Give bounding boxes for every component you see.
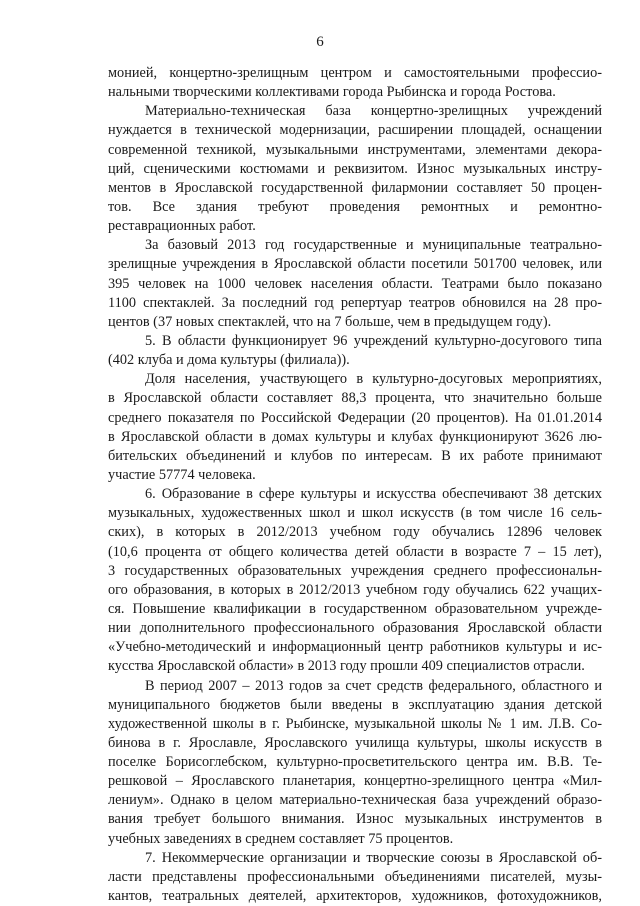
text-line: ций, сценическими костюмами и реквизитом. Износ музыкальных инстру- (108, 160, 602, 177)
text-line: художественной школы в г. Рыбинске, музыкальной школы № 1 им. Л.В. Со- (108, 715, 602, 732)
text-line: 1100 спектаклей. За последний год репертуар театров обновился на 28 про- (108, 294, 602, 311)
text-line: зрелищные учреждения в Ярославской области посетили 501700 человек, или (108, 256, 602, 273)
text-line: ого образования, в которых в 2012/2013 учебном году обучались 622 учащих- (108, 581, 602, 598)
text-line: вания требует большого внимания. Износ музыкальных инструментов в (108, 811, 602, 828)
text-line: (402 клуба и дома культуры (филиала)). (108, 352, 350, 369)
text-line: В период 2007 – 2013 годов за счет средств федерального, областного и (145, 677, 602, 694)
text-line: За базовый 2013 год государственные и муниципальные театрально- (145, 237, 602, 254)
text-line: нии дополнительного профессионального образования Ярославской области (108, 620, 602, 637)
text-line: в Ярославской области в домах культуры и клубах функционируют 3626 лю- (108, 428, 602, 445)
text-line: центов (37 новых спектаклей, что на 7 больше, чем в предыдущем году). (108, 313, 552, 330)
text-line: в Ярославской области составляет 88,3 процента, что значительно больше (108, 390, 602, 407)
text-line: (10,6 процента от общего количества детей области в возрасте 7 – 15 лет), (108, 543, 602, 560)
text-line: ских), в которых в 2012/2013 учебном году обучались 12896 человек (108, 524, 602, 541)
text-line: решковой – Ярославского планетария, концертно-зрелищного центра «Мил- (108, 773, 602, 790)
text-line: ласти представлены профессиональными объединениями писателей, музы- (108, 868, 602, 885)
text-line: поселке Борисоглебском, культурно-просветительского центра им. В.В. Те- (108, 754, 602, 771)
text-line: бительских объединений и клубов по интересам. В их работе принимают (108, 447, 602, 464)
text-line: нуждается в технической модернизации, расширении площадей, оснащении (108, 122, 602, 139)
text-line: 6. Образование в сфере культуры и искусства обеспечивают 38 детских (145, 486, 602, 503)
text-line: «Учебно-методический и информационный центр работников культуры и ис- (108, 639, 602, 656)
text-line: 395 человек на 1000 человек населения области. Театрами было показано (108, 275, 602, 292)
text-line: Материально-техническая база концертно-зрелищных учреждений (145, 103, 602, 120)
text-line: тов. Все здания требуют проведения ремонтных и ремонтно- (108, 198, 602, 215)
text-line: реставрационных работ. (108, 218, 256, 235)
text-line: ся. Повышение квалификации в государственном образовательном учрежде- (108, 600, 602, 617)
text-line: современной техникой, музыкальными инструментами, элементами декора- (108, 141, 602, 158)
text-line: 5. В области функционирует 96 учреждений культурно-досугового типа (145, 332, 602, 349)
text-line: среднего показателя по Российской Федерации (20 процентов). На 01.01.2014 (108, 409, 602, 426)
body-text (108, 64, 602, 906)
text-line: учебных заведениях в среднем составляет 75 процентов. (108, 830, 454, 847)
text-line: лениум». Однако в целом материально-техническая база учреждений образо- (108, 792, 602, 809)
text-line: муниципального бюджетов были введены в эксплуатацию здания детской (108, 696, 602, 713)
page-number: 6 (316, 34, 324, 50)
text-line: монией, концертно-зрелищным центром и самостоятельными профессио- (108, 65, 602, 81)
text-line: бинова в г. Ярославле, Ярославского училища культуры, школы искусств в (108, 734, 602, 751)
text-line: 3 государственных образовательных учреждения среднего профессиональн- (108, 562, 602, 579)
text-line: кантов, театральных деятелей, архитекторов, художников, фотохудожников, (108, 888, 602, 905)
text-line: кусства Ярославской области» в 2013 году прошли 409 специалистов отрасли. (108, 658, 585, 675)
text-line: участие 57774 человека. (108, 466, 256, 483)
text-line: нальными творческими коллективами города Рыбинска и города Ростова. (108, 84, 556, 101)
text-line: Доля населения, участвующего в культурно-досуговых мероприятиях, (145, 371, 602, 388)
text-line: 7. Некоммерческие организации и творческие союзы в Ярославской об- (145, 849, 602, 866)
text-line: ментов в Ярославской государственной филармонии составляет 50 процен- (108, 179, 602, 196)
text-line: музыкальных, художественных школ и школ искусств (в том числе 16 сель- (108, 505, 602, 522)
